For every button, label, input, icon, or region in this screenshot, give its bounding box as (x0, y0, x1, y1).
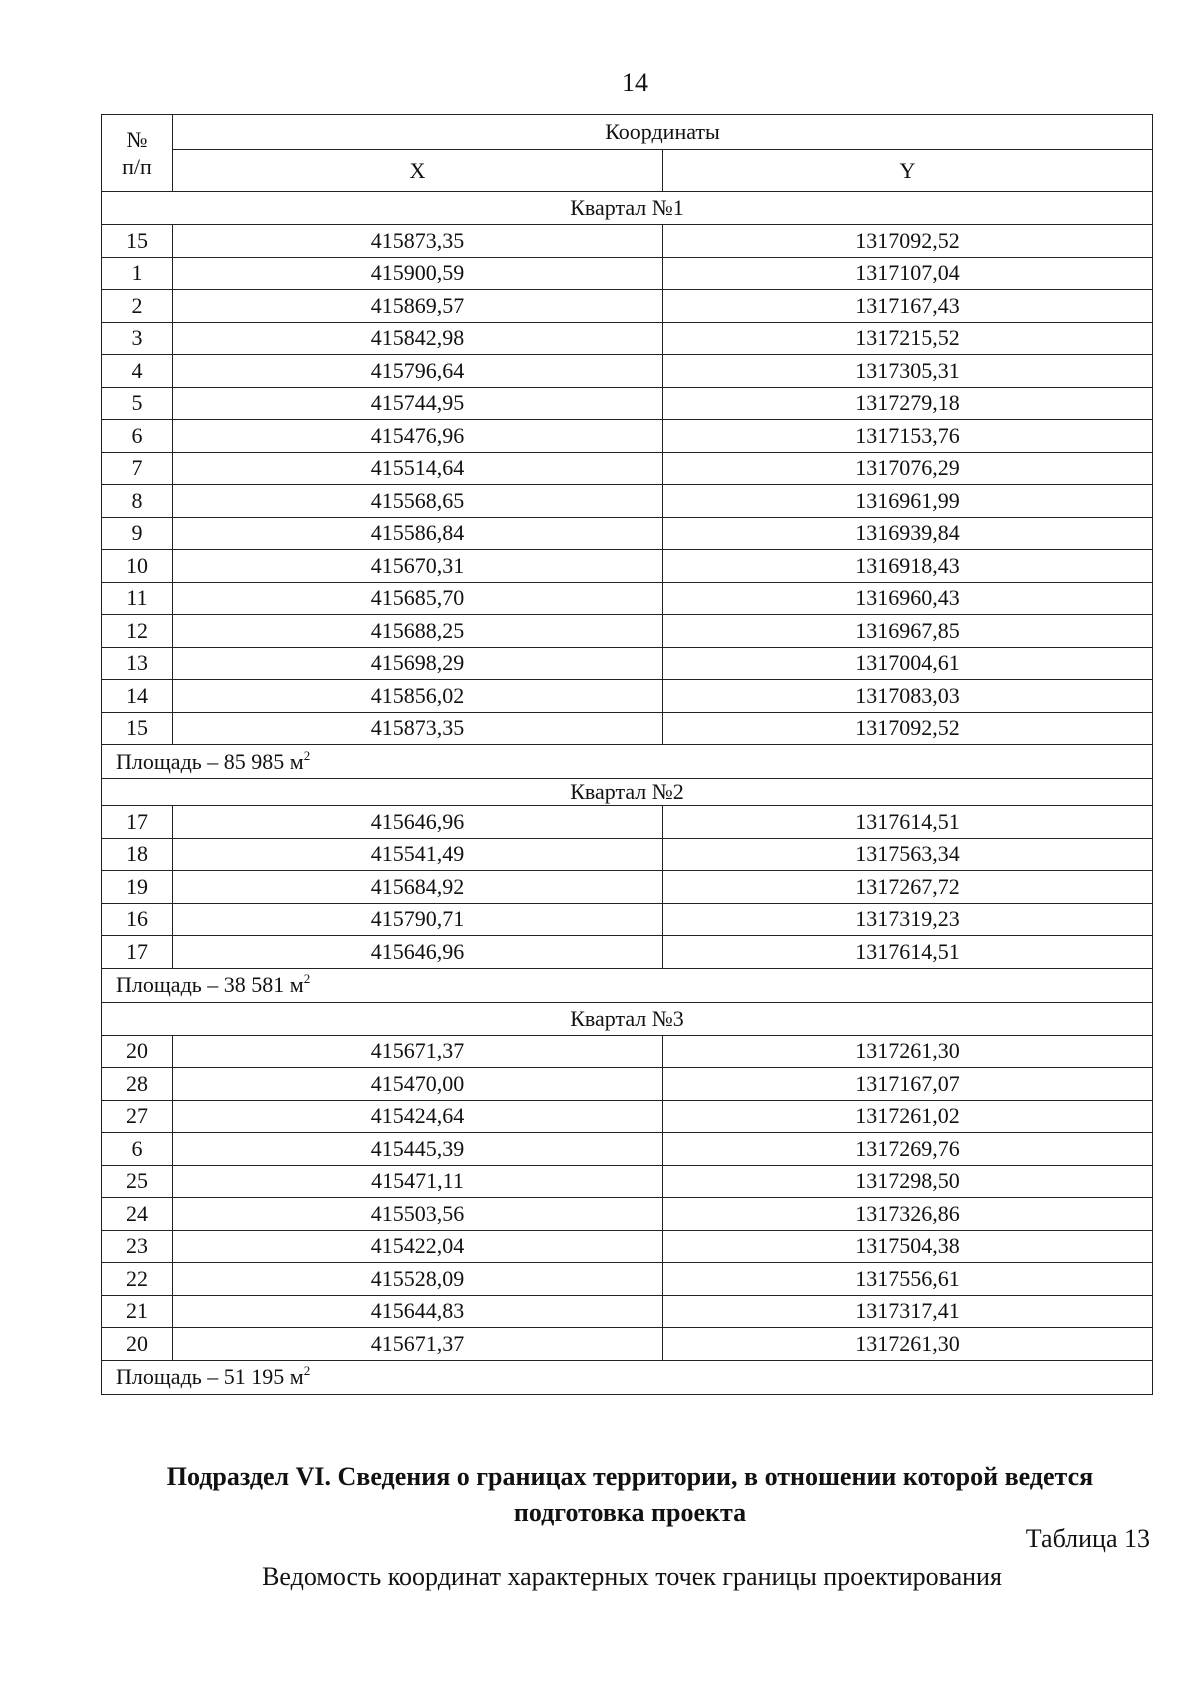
coordinates-table (101, 114, 1153, 1395)
y-coordinate-cell: 1316918,43 (663, 550, 1153, 583)
point-number-cell: 12 (102, 615, 173, 648)
table-row (102, 615, 1153, 648)
y-coordinate-cell: 1316960,43 (663, 582, 1153, 615)
point-number-cell: 17 (102, 936, 173, 969)
area-unit-superscript: 2 (303, 971, 311, 986)
point-number-cell: 25 (102, 1165, 173, 1198)
point-number-cell: 20 (102, 1328, 173, 1361)
y-coordinate-cell: 1317563,34 (663, 838, 1153, 871)
table-label: Таблица 13 (1025, 1524, 1150, 1553)
table-body (102, 192, 1153, 1395)
y-coordinate-cell: 1317215,52 (663, 322, 1153, 355)
point-number-cell: 19 (102, 871, 173, 904)
y-coordinate-cell: 1317319,23 (663, 903, 1153, 936)
point-number-cell: 28 (102, 1068, 173, 1101)
point-number-cell: 24 (102, 1198, 173, 1231)
y-coordinate-cell: 1317326,86 (663, 1198, 1153, 1231)
area-text: Площадь – 51 195 м (116, 1364, 304, 1389)
point-number-cell: 20 (102, 1035, 173, 1068)
x-coordinate-cell: 415476,96 (173, 420, 663, 453)
point-number-cell: 13 (102, 647, 173, 680)
y-coordinate-cell: 1317267,72 (663, 871, 1153, 904)
point-number-cell: 9 (102, 517, 173, 550)
area-value (102, 1360, 1153, 1394)
table-row (102, 582, 1153, 615)
point-number-cell: 7 (102, 452, 173, 485)
x-coordinate-cell: 415900,59 (173, 257, 663, 290)
y-coordinate-cell: 1316939,84 (663, 517, 1153, 550)
point-number-cell: 23 (102, 1230, 173, 1263)
x-coordinate-cell: 415424,64 (173, 1100, 663, 1133)
table-row (102, 225, 1153, 258)
area-unit-superscript: 2 (303, 747, 311, 763)
y-coordinate-cell: 1317556,61 (663, 1263, 1153, 1296)
x-coordinate-cell: 415744,95 (173, 387, 663, 420)
y-coordinate-cell: 1317167,43 (663, 290, 1153, 323)
y-coordinate-cell: 1317317,41 (663, 1295, 1153, 1328)
column-header-number: № п/п (102, 115, 173, 192)
point-number-cell: 21 (102, 1295, 173, 1328)
table-row (102, 1198, 1153, 1231)
area-unit-superscript: 2 (303, 1363, 311, 1378)
area-value (102, 968, 1153, 1002)
x-coordinate-cell: 415646,96 (173, 806, 663, 839)
table-row (102, 1068, 1153, 1101)
table-row (102, 517, 1153, 550)
x-coordinate-cell: 415796,64 (173, 355, 663, 388)
x-coordinate-cell: 415541,49 (173, 838, 663, 871)
point-number-cell: 11 (102, 582, 173, 615)
page-number: 14 (622, 68, 648, 97)
table-row (102, 387, 1153, 420)
table-caption: Ведомость координат характерных точек границы проектирования (262, 1562, 1002, 1591)
table-row (102, 290, 1153, 323)
y-coordinate-cell: 1317261,30 (663, 1035, 1153, 1068)
column-header-coordinates: Координаты (173, 115, 1153, 150)
x-coordinate-cell: 415873,35 (173, 712, 663, 745)
y-coordinate-cell: 1317261,30 (663, 1328, 1153, 1361)
point-number-cell: 22 (102, 1263, 173, 1296)
section-title: Квартал №3 (102, 1002, 1153, 1035)
x-coordinate-cell: 415685,70 (173, 582, 663, 615)
x-coordinate-cell: 415698,29 (173, 647, 663, 680)
table-row (102, 452, 1153, 485)
y-coordinate-cell: 1317614,51 (663, 936, 1153, 969)
area-row (102, 745, 1153, 779)
x-coordinate-cell: 415568,65 (173, 485, 663, 518)
table-row (102, 647, 1153, 680)
subsection-title: Подраздел VI. Сведения о границах территории, в отношении которой ведется подготовка проекта (166, 1462, 1094, 1527)
table-row (102, 1230, 1153, 1263)
point-number-cell: 6 (102, 1133, 173, 1166)
column-header-y: Y (663, 150, 1153, 192)
table-row (102, 1035, 1153, 1068)
area-text: Площадь – 38 581 м (116, 972, 304, 997)
x-coordinate-cell: 415445,39 (173, 1133, 663, 1166)
table-row (102, 1295, 1153, 1328)
point-number-cell: 15 (102, 712, 173, 745)
x-coordinate-cell: 415422,04 (173, 1230, 663, 1263)
section-title-row (102, 1002, 1153, 1035)
section-title-row (102, 192, 1153, 225)
y-coordinate-cell: 1316967,85 (663, 615, 1153, 648)
x-coordinate-cell: 415856,02 (173, 680, 663, 713)
y-coordinate-cell: 1317504,38 (663, 1230, 1153, 1263)
y-coordinate-cell: 1317279,18 (663, 387, 1153, 420)
x-coordinate-cell: 415869,57 (173, 290, 663, 323)
table-row (102, 712, 1153, 745)
table-row (102, 903, 1153, 936)
table-row (102, 1165, 1153, 1198)
point-number-cell: 27 (102, 1100, 173, 1133)
x-coordinate-cell: 415684,92 (173, 871, 663, 904)
area-value (102, 745, 1153, 779)
area-text: Площадь – 85 985 м (116, 748, 304, 774)
x-coordinate-cell: 415646,96 (173, 936, 663, 969)
area-row (102, 1360, 1153, 1394)
x-coordinate-cell: 415586,84 (173, 517, 663, 550)
y-coordinate-cell: 1317305,31 (663, 355, 1153, 388)
x-coordinate-cell: 415528,09 (173, 1263, 663, 1296)
table-row (102, 485, 1153, 518)
x-coordinate-cell: 415688,25 (173, 615, 663, 648)
point-number-cell: 16 (102, 903, 173, 936)
x-coordinate-cell: 415514,64 (173, 452, 663, 485)
table-row (102, 680, 1153, 713)
x-coordinate-cell: 415471,11 (173, 1165, 663, 1198)
y-coordinate-cell: 1317614,51 (663, 806, 1153, 839)
x-coordinate-cell: 415873,35 (173, 225, 663, 258)
y-coordinate-cell: 1317269,76 (663, 1133, 1153, 1166)
column-header-x: X (173, 150, 663, 192)
table-header (102, 115, 1153, 192)
x-coordinate-cell: 415644,83 (173, 1295, 663, 1328)
table-row (102, 871, 1153, 904)
x-coordinate-cell: 415842,98 (173, 322, 663, 355)
table-row (102, 257, 1153, 290)
point-number-cell: 5 (102, 387, 173, 420)
table-row (102, 1263, 1153, 1296)
point-number-cell: 2 (102, 290, 173, 323)
point-number-cell: 17 (102, 806, 173, 839)
area-row (102, 968, 1153, 1002)
x-coordinate-cell: 415470,00 (173, 1068, 663, 1101)
y-coordinate-cell: 1317298,50 (663, 1165, 1153, 1198)
x-coordinate-cell: 415670,31 (173, 550, 663, 583)
table-row (102, 838, 1153, 871)
y-coordinate-cell: 1317092,52 (663, 712, 1153, 745)
y-coordinate-cell: 1317153,76 (663, 420, 1153, 453)
y-coordinate-cell: 1316961,99 (663, 485, 1153, 518)
y-coordinate-cell: 1317261,02 (663, 1100, 1153, 1133)
point-number-cell: 18 (102, 838, 173, 871)
x-coordinate-cell: 415671,37 (173, 1035, 663, 1068)
y-coordinate-cell: 1317083,03 (663, 680, 1153, 713)
point-number-cell: 14 (102, 680, 173, 713)
point-number-cell: 3 (102, 322, 173, 355)
table-row (102, 806, 1153, 839)
table-row (102, 322, 1153, 355)
point-number-cell: 8 (102, 485, 173, 518)
y-coordinate-cell: 1317092,52 (663, 225, 1153, 258)
point-number-cell: 1 (102, 257, 173, 290)
table-row (102, 936, 1153, 969)
x-coordinate-cell: 415790,71 (173, 903, 663, 936)
table-row (102, 1133, 1153, 1166)
table-row (102, 1328, 1153, 1361)
table-row (102, 355, 1153, 388)
x-coordinate-cell: 415671,37 (173, 1328, 663, 1361)
y-coordinate-cell: 1317004,61 (663, 647, 1153, 680)
point-number-cell: 15 (102, 225, 173, 258)
section-title: Квартал №1 (102, 192, 1153, 225)
table-row (102, 550, 1153, 583)
x-coordinate-cell: 415503,56 (173, 1198, 663, 1231)
y-coordinate-cell: 1317076,29 (663, 452, 1153, 485)
y-coordinate-cell: 1317107,04 (663, 257, 1153, 290)
point-number-cell: 6 (102, 420, 173, 453)
section-title-row (102, 779, 1153, 806)
point-number-cell: 10 (102, 550, 173, 583)
table-row (102, 420, 1153, 453)
table-row (102, 1100, 1153, 1133)
y-coordinate-cell: 1317167,07 (663, 1068, 1153, 1101)
point-number-cell: 4 (102, 355, 173, 388)
section-title: Квартал №2 (102, 779, 1153, 806)
